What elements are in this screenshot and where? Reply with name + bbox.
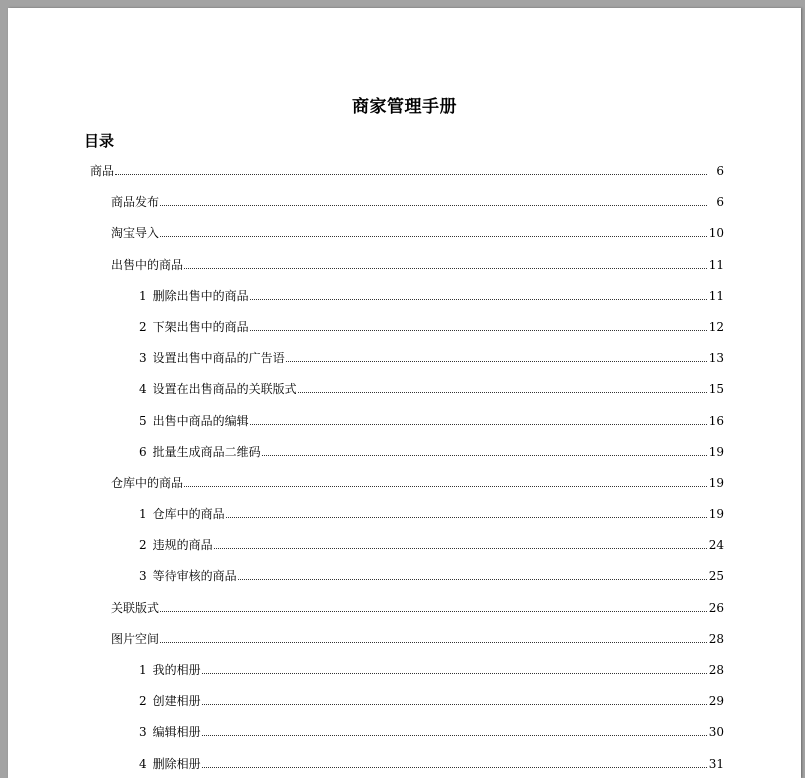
toc-dot-leader [184, 253, 707, 269]
toc-entry-label [139, 409, 249, 429]
toc-entry-number: 3 [139, 569, 147, 584]
toc-dot-leader [226, 502, 707, 518]
toc-entry-text: 关联版式 [111, 600, 160, 615]
toc-entry-text: 等待审核的商品 [152, 569, 237, 584]
toc-entry-number: 4 [139, 756, 147, 771]
toc-page-number: 13 [708, 351, 724, 366]
toc-entry-text: 违规的商品 [152, 538, 213, 553]
toc-page-number: 29 [708, 694, 724, 709]
toc-entry-label [111, 596, 159, 616]
toc-entry-label [111, 471, 183, 491]
toc-entry-text: 创建相册 [152, 694, 201, 709]
toc-entry[interactable] [8, 564, 801, 595]
toc-entry-label [139, 720, 201, 740]
toc-entry-text: 图片空间 [111, 631, 160, 646]
toc-heading: 目录 [84, 132, 115, 150]
toc-page-number: 28 [708, 631, 724, 646]
toc-entry[interactable] [8, 346, 801, 377]
toc-page-number: 10 [708, 226, 724, 241]
toc-dot-leader [202, 689, 707, 705]
toc-entry-text: 批量生成商品二维码 [152, 444, 261, 459]
toc-entry[interactable] [8, 533, 801, 564]
toc-entry-number: 1 [139, 288, 147, 303]
toc-entry[interactable] [8, 253, 801, 284]
toc-page-number: 6 [716, 195, 724, 210]
toc-page-number: 12 [708, 319, 724, 334]
toc-entry-label [139, 377, 297, 397]
toc-dot-leader [238, 564, 707, 580]
toc-dot-leader [250, 284, 707, 300]
toc-page-number: 28 [708, 663, 724, 677]
toc-page-number: 19 [708, 475, 724, 490]
toc-entry-number: 6 [139, 444, 147, 459]
toc-entry-text: 下架出售中的商品 [152, 319, 249, 334]
toc-entry-text: 设置在出售商品的关联版式 [152, 382, 297, 397]
document-title: 商家管理手册 [352, 97, 457, 117]
toc-entry[interactable] [8, 221, 801, 252]
toc-entry[interactable] [8, 190, 801, 221]
toc-dot-leader [160, 627, 707, 643]
toc-entry-number: 2 [139, 538, 147, 553]
toc-dot-leader [286, 346, 707, 362]
toc-entry-text: 删除相册 [152, 756, 201, 771]
toc-entry-label [139, 689, 201, 709]
toc-entry-label [139, 502, 225, 522]
toc-entry-label [139, 315, 249, 335]
toc-entry[interactable] [8, 689, 801, 720]
table-of-contents [8, 159, 801, 778]
toc-entry-label [139, 564, 237, 584]
toc-entry[interactable] [8, 440, 801, 471]
toc-entry-number: 1 [139, 507, 147, 522]
toc-entry[interactable] [8, 284, 801, 315]
toc-entry[interactable] [8, 502, 801, 533]
toc-dot-leader [160, 596, 707, 612]
toc-entry-text: 出售中的商品 [111, 257, 184, 272]
toc-entry-text: 设置出售中商品的广告语 [152, 351, 285, 366]
toc-entry[interactable] [8, 471, 801, 502]
toc-entry-label [111, 627, 159, 647]
toc-page-number: 6 [716, 164, 724, 178]
toc-entry[interactable] [8, 409, 801, 440]
toc-entry-label [139, 658, 201, 678]
toc-entry[interactable] [8, 596, 801, 627]
toc-entry[interactable] [8, 377, 801, 408]
toc-entry-text: 编辑相册 [152, 725, 201, 740]
toc-entry-text: 仓库中的商品 [152, 507, 225, 522]
toc-entry-label [139, 752, 201, 772]
toc-page-number: 11 [708, 288, 724, 303]
toc-page-number: 19 [708, 444, 724, 459]
toc-page-number: 11 [708, 257, 724, 272]
toc-entry[interactable] [8, 315, 801, 346]
toc-page-number: 15 [708, 382, 724, 397]
toc-dot-leader [160, 221, 707, 237]
toc-page-number: 26 [708, 600, 724, 615]
document-page [8, 8, 801, 778]
toc-entry-label [139, 440, 261, 460]
toc-dot-leader [160, 190, 707, 206]
toc-page-number: 25 [708, 569, 724, 584]
toc-dot-leader [202, 658, 707, 674]
toc-dot-leader [115, 159, 707, 175]
toc-entry-number: 1 [139, 663, 147, 677]
toc-entry-label [90, 159, 114, 179]
toc-entry-label [139, 533, 213, 553]
toc-entry[interactable] [8, 627, 801, 658]
toc-entry-number: 2 [139, 319, 147, 334]
toc-page-number: 24 [708, 538, 724, 553]
toc-entry-label [111, 190, 159, 210]
toc-entry[interactable] [8, 159, 801, 190]
toc-entry-number: 5 [139, 413, 147, 428]
toc-dot-leader [298, 377, 707, 393]
toc-entry-number: 4 [139, 382, 147, 397]
toc-entry-number: 3 [139, 725, 147, 740]
toc-dot-leader [184, 471, 707, 487]
toc-entry-text: 出售中商品的编辑 [152, 413, 249, 428]
toc-entry-text: 我的相册 [152, 663, 201, 677]
toc-dot-leader [250, 315, 707, 331]
toc-entry-text: 仓库中的商品 [111, 475, 184, 490]
toc-entry-number: 3 [139, 351, 147, 366]
toc-page-number: 31 [708, 756, 724, 771]
toc-entry-label [111, 253, 183, 273]
toc-entry-number: 2 [139, 694, 147, 709]
toc-dot-leader [214, 533, 707, 549]
toc-entry-text: 商品发布 [111, 195, 160, 210]
toc-entry-text: 商品 [90, 164, 115, 178]
toc-entry[interactable] [8, 720, 801, 751]
toc-page-number: 16 [708, 413, 724, 428]
toc-entry-label [139, 284, 249, 304]
toc-page-number: 19 [708, 507, 724, 522]
toc-entry[interactable] [8, 752, 801, 778]
toc-dot-leader [202, 752, 707, 768]
toc-entry-text: 淘宝导入 [111, 226, 160, 241]
toc-dot-leader [262, 440, 707, 456]
toc-dot-leader [250, 409, 707, 425]
toc-entry-label [139, 346, 285, 366]
toc-dot-leader [202, 720, 707, 736]
toc-page-number: 30 [708, 725, 724, 740]
toc-entry-label [111, 221, 159, 241]
toc-entry-text: 删除出售中的商品 [152, 288, 249, 303]
toc-entry[interactable] [8, 658, 801, 689]
